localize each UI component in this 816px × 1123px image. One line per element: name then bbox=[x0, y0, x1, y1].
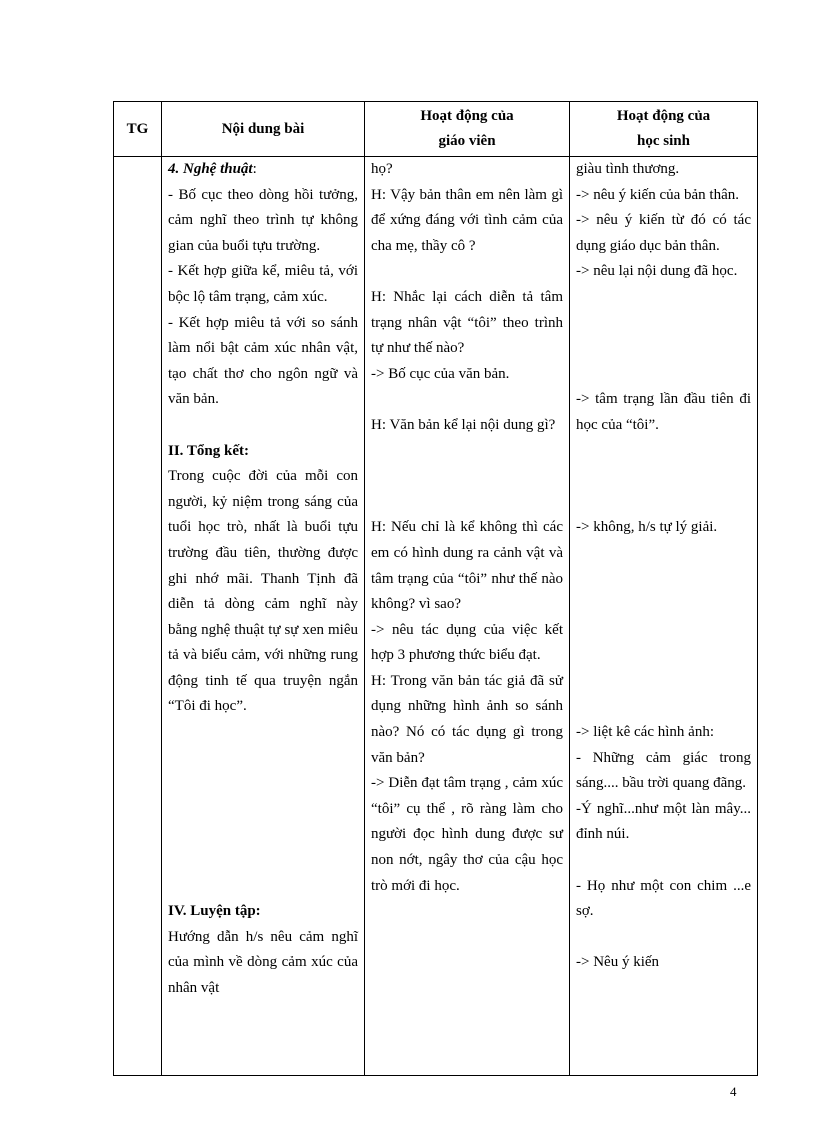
student-line: -> không, h/s tự lý giải. bbox=[576, 519, 718, 536]
table-row bbox=[114, 157, 758, 1076]
page-number: 4 bbox=[730, 1084, 737, 1099]
teacher-line: họ? bbox=[371, 161, 393, 177]
teacher-line: H: Văn bản kể lại nội dung gì? bbox=[371, 416, 556, 433]
student-line: -> Nêu ý kiến bbox=[576, 954, 660, 971]
student-line: -> tâm trạng lần đầu tiên đi học của “tôi”. bbox=[576, 391, 751, 433]
table-header-row bbox=[114, 102, 758, 157]
art-heading: 4. Nghệ thuật: bbox=[168, 161, 257, 177]
header-content: Nội dung bài bbox=[162, 102, 365, 157]
practice-text: Hướng dẫn h/s nêu cảm nghĩ của mình về dòng cảm xúc của nhân vật bbox=[168, 928, 358, 996]
teacher-line: H: Nhắc lại cách diễn tả tâm trạng nhân vật “tôi” theo trình tự như thế nào? bbox=[371, 288, 563, 357]
art-point-2: - Kết hợp giữa kể, miêu tả, với bộc lộ tâm trạng, cảm xúc. bbox=[168, 263, 358, 305]
teacher-line: H: Vậy bản thân em nên làm gì để xứng đáng với tình cảm của cha mẹ, thầy cô ? bbox=[371, 186, 563, 254]
teacher-line: H: Trong văn bản tác giả đã sử dụng những hình ảnh so sánh nào? Nó có tác dụng gì trong văn bản? bbox=[371, 672, 563, 766]
student-line: -> nêu ý kiến từ đó có tác dụng giáo dục bản thân. bbox=[576, 212, 751, 254]
teacher-activity-cell bbox=[365, 157, 570, 1076]
header-teacher-activity: Hoạt động của giáo viên bbox=[365, 102, 570, 157]
student-line: -> nêu lại nội dung đã học. bbox=[576, 263, 738, 280]
student-activity-cell bbox=[570, 157, 758, 1076]
header-tg: TG bbox=[114, 102, 162, 157]
lesson-plan-table bbox=[113, 101, 758, 1076]
student-line: - Những cảm giác trong sáng.... bầu trời quang đãng. bbox=[576, 749, 751, 792]
teacher-line: H: Nếu chỉ là kể không thì các em có hình dung ra cảnh vật và tâm trạng của “tôi” như thế nào không? vì sao? bbox=[371, 519, 563, 613]
header-student-activity: Hoạt động của học sinh bbox=[570, 102, 758, 157]
summary-heading: II. Tổng kết: bbox=[168, 442, 249, 459]
student-line: giàu tình thương. bbox=[576, 161, 680, 177]
teacher-line: -> Diễn đạt tâm trạng , cảm xúc “tôi” cụ thể , rõ ràng làm cho người đọc hình dung được sư non nớt, ngây thơ của cậu học trò mới đi học. bbox=[371, 775, 563, 894]
student-line: - Họ như một con chim ...e sợ. bbox=[576, 877, 751, 920]
art-point-1: - Bố cục theo dòng hồi tưởng, cảm nghĩ theo trình tự không gian của buổi tựu trường. bbox=[168, 186, 358, 254]
art-point-3: - Kết hợp miêu tả với so sánh làm nổi bật cảm xúc nhân vật, tạo chất thơ cho ngôn ngữ và văn bản. bbox=[168, 314, 358, 408]
practice-heading: IV. Luyện tập: bbox=[168, 903, 261, 920]
content-cell bbox=[162, 157, 365, 1076]
student-line: -> nêu ý kiến của bản thân. bbox=[576, 186, 739, 203]
tg-cell bbox=[114, 157, 162, 1076]
student-line: -Ý nghĩ...như một làn mây... đỉnh núi. bbox=[576, 800, 751, 843]
student-line: -> liệt kê các hình ảnh: bbox=[576, 724, 714, 741]
teacher-line: -> nêu tác dụng của việc kết hợp 3 phương thức biểu đạt. bbox=[371, 621, 563, 664]
summary-text: Trong cuộc đời của mỗi con người, kỷ niệm trong sáng của tuổi học trò, nhất là buổi tựu trường đầu tiên, thường được ghi nhớ mãi. Thanh Tịnh đã diễn tả dòng cảm nghĩ này bằng nghệ thuật tự sự xen miêu tả và biểu cảm, với những rung động tinh tế qua truyện ngắn “Tôi đi học”. bbox=[168, 468, 358, 715]
teacher-line: -> Bố cục của văn bản. bbox=[371, 365, 510, 382]
